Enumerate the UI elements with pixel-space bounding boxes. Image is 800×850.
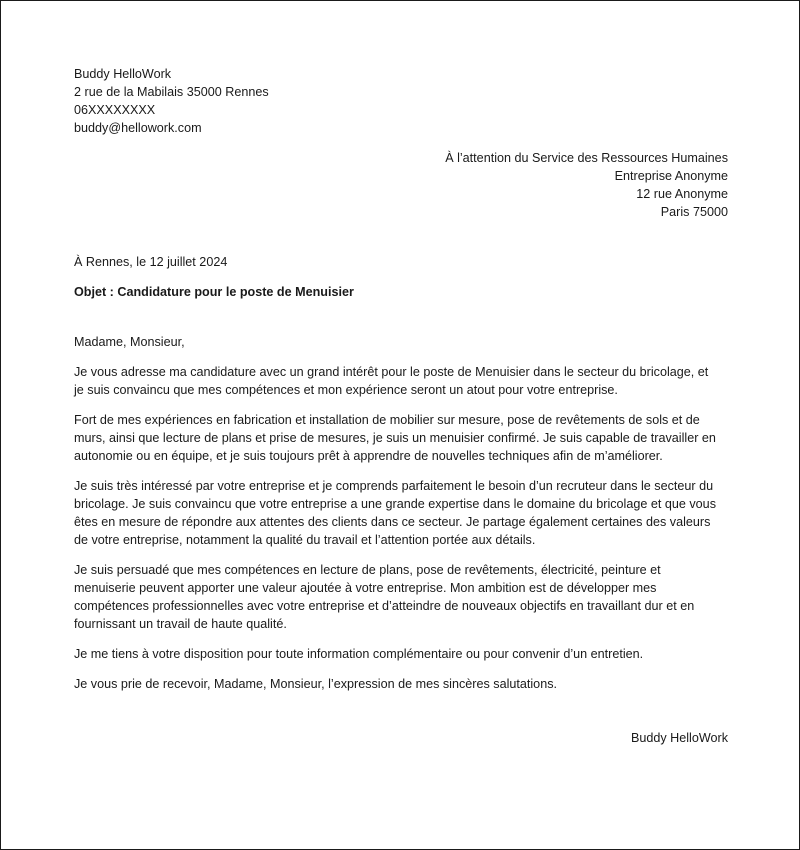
sender-address: 2 rue de la Mabilais 35000 Rennes [74, 85, 269, 99]
salutation: Madame, Monsieur, [74, 335, 185, 349]
letter-content [74, 65, 728, 747]
paragraph-2 [74, 411, 728, 465]
paragraph-line: fournissant un travail de haute qualité. [74, 617, 287, 631]
paragraph-line: Je suis très intéressé par votre entreprise et je comprends parfaitement le besoin d’un recruteur dans le secteur du [74, 479, 714, 493]
recipient-block [74, 149, 728, 221]
paragraph-line: Je vous adresse ma candidature avec un grand intérêt pour le poste de Menuisier dans le secteur du bricolage, et [74, 365, 709, 379]
paragraph-line: Je suis persuadé que mes compétences en lecture de plans, pose de revêtements, électricité, peinture et [74, 563, 661, 577]
signature: Buddy HelloWork [630, 731, 728, 745]
paragraph-4 [74, 561, 728, 633]
paragraph-line: Je vous prie de recevoir, Madame, Monsieur, l’expression de mes sincères salutations. [74, 677, 557, 691]
paragraph-line: menuiserie peuvent apporter une valeur ajoutée à votre entreprise. Mon ambition est de développer mes [74, 581, 657, 595]
sender-email: buddy@hellowork.com [74, 121, 202, 135]
subject-line: Objet : Candidature pour le poste de Menuisier [74, 285, 354, 299]
paragraph-line: Fort de mes expériences en fabrication et installation de mobilier sur mesure, pose de revêtements de sols et de [74, 413, 700, 427]
paragraph-3 [74, 477, 728, 549]
paragraph-line: autonomie ou en équipe, et je suis toujours prêt à apprendre de nouvelles techniques afin de m’améliorer. [74, 449, 663, 463]
sender-phone: 06XXXXXXXX [74, 103, 156, 117]
paragraph-6 [74, 675, 728, 693]
recipient-attention: À l’attention du Service des Ressources Humaines [445, 151, 728, 165]
paragraph-line: Je me tiens à votre disposition pour toute information complémentaire ou pour convenir d’un entretien. [74, 647, 644, 661]
paragraph-1 [74, 363, 728, 399]
date-line: À Rennes, le 12 juillet 2024 [74, 255, 228, 269]
recipient-city: Paris 75000 [660, 205, 728, 219]
sender-block [74, 65, 728, 137]
paragraph-line: je suis convaincu que mes compétences et mon expérience seront un atout pour votre entreprise. [74, 383, 618, 397]
paragraph-line: de votre entreprise, notamment la qualité du travail et l’attention portée aux détails. [74, 533, 536, 547]
paragraph-line: compétences professionnelles avec votre entreprise et d’atteindre de nouveaux objectifs en travaillant dur et en [74, 599, 695, 613]
recipient-company: Entreprise Anonyme [614, 169, 728, 183]
recipient-street: 12 rue Anonyme [636, 187, 728, 201]
paragraph-5 [74, 645, 728, 663]
paragraph-line: murs, ainsi que lecture de plans et prise de mesures, je suis un menuisier confirmé. Je suis capable de travailler en [74, 431, 716, 445]
paragraph-line: êtes en mesure de répondre aux attentes des clients dans ce secteur. Je partage également certaines des valeurs [74, 515, 711, 529]
sender-name: Buddy HelloWork [74, 67, 172, 81]
paragraph-line: bricolage. Je suis convaincu que votre entreprise a une grande expertise dans le domaine du bricolage et que vous [74, 497, 716, 511]
